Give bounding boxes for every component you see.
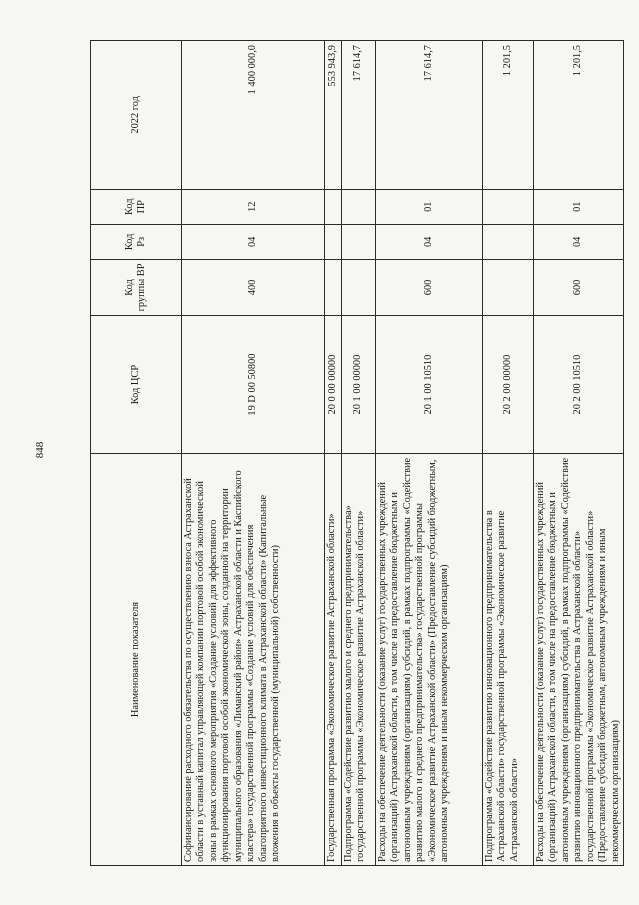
header-rz: Код Рз xyxy=(91,224,182,259)
cell-name: Расходы на обеспечение деятельности (оказание услуг) государственных учреждений (организаций) Астраханской области, в том числе на предоставление бюджетным и автономным учреждениям (организациям) субсидий, в рамках подпрограммы «Содействие развитию инновационного предпринимательства в Астраханской области» государственной программы «Экономическое развитие Астраханской области» (Предоставление субсидий бюджетным, автономным учреждениям и иным некоммерческим организациям) xyxy=(534,454,624,866)
cell-vr xyxy=(483,259,534,315)
cell-rz: 04 xyxy=(376,224,483,259)
cell-pr xyxy=(325,189,342,224)
table-row xyxy=(376,41,483,866)
cell-pr xyxy=(483,189,534,224)
cell-rz: 04 xyxy=(534,224,624,259)
cell-csr: 19 D 00 50800 xyxy=(182,316,325,454)
cell-csr: 20 1 00 10510 xyxy=(376,316,483,454)
table-header-row xyxy=(91,41,182,866)
budget-table xyxy=(90,40,624,866)
cell-year: 17 614,7 xyxy=(342,41,376,190)
header-pr: Код ПР xyxy=(91,189,182,224)
cell-name: Расходы на обеспечение деятельности (оказание услуг) государственных учреждений (организаций) Астраханской области, в том числе на предоставление бюджетным и автономным учреждениям (организациям) субсидий, в рамках подпрограммы «Содействие развитию малого и среднего предпринимательства» государственной программы «Экономическое развитие Астраханской области» (Предоставление субсидий бюджетным, автономным учреждениям и иным некоммерческим организациям) xyxy=(376,454,483,866)
cell-pr: 01 xyxy=(376,189,483,224)
table-row xyxy=(483,41,534,866)
cell-name: Государственная программа «Экономическое развитие Астраханской области» xyxy=(325,454,342,866)
rotated-page-area xyxy=(90,40,621,866)
cell-csr: 20 2 00 00000 xyxy=(483,316,534,454)
header-year: 2022 год xyxy=(91,41,182,190)
cell-vr xyxy=(342,259,376,315)
table-row xyxy=(534,41,624,866)
page-number: 848 xyxy=(34,441,46,459)
cell-year: 1 201,5 xyxy=(483,41,534,190)
table-row xyxy=(342,41,376,866)
cell-pr xyxy=(342,189,376,224)
cell-rz xyxy=(342,224,376,259)
table-row xyxy=(325,41,342,866)
cell-name: Подпрограмма «Содействие развитию инновационного предпринимательства в Астраханской области» государственной программы «Экономическое развитие Астраханской области» xyxy=(483,454,534,866)
table-row xyxy=(182,41,325,866)
cell-rz xyxy=(325,224,342,259)
cell-rz xyxy=(483,224,534,259)
cell-year: 1 201,5 xyxy=(534,41,624,190)
cell-csr: 20 1 00 00000 xyxy=(342,316,376,454)
cell-year: 553 943,9 xyxy=(325,41,342,190)
cell-vr: 400 xyxy=(182,259,325,315)
cell-year: 17 614,7 xyxy=(376,41,483,190)
header-name: Наименование показателя xyxy=(91,454,182,866)
cell-year: 1 400 000,0 xyxy=(182,41,325,190)
cell-name: Софинансирование расходного обязательства по осуществлению взноса Астраханской области в уставный капитал управляющей компании портовой особой экономической зоны в рамках основного мероприятия «Создание условий для эффективного функционирования портовой особой экономической зоны, созданной на территории муниципального образования «Лиманский район» Астраханской области и Каспийского кластера» государственной программы «Создание условий для обеспечения благоприятного инвестиционного климата в Астраханской области» (Капитальные вложения в объекты государственной (муниципальной) собственности) xyxy=(182,454,325,866)
header-csr: Код ЦСР xyxy=(91,316,182,454)
cell-name: Подпрограмма «Содействие развитию малого и среднего предпринимательства» государственной программы «Экономическое развитие Астраханской области» xyxy=(342,454,376,866)
cell-csr: 20 2 00 10510 xyxy=(534,316,624,454)
cell-vr xyxy=(325,259,342,315)
cell-pr: 12 xyxy=(182,189,325,224)
cell-vr: 600 xyxy=(376,259,483,315)
cell-pr: 01 xyxy=(534,189,624,224)
header-vr: Код группы ВР xyxy=(91,259,182,315)
cell-vr: 600 xyxy=(534,259,624,315)
cell-rz: 04 xyxy=(182,224,325,259)
cell-csr: 20 0 00 00000 xyxy=(325,316,342,454)
